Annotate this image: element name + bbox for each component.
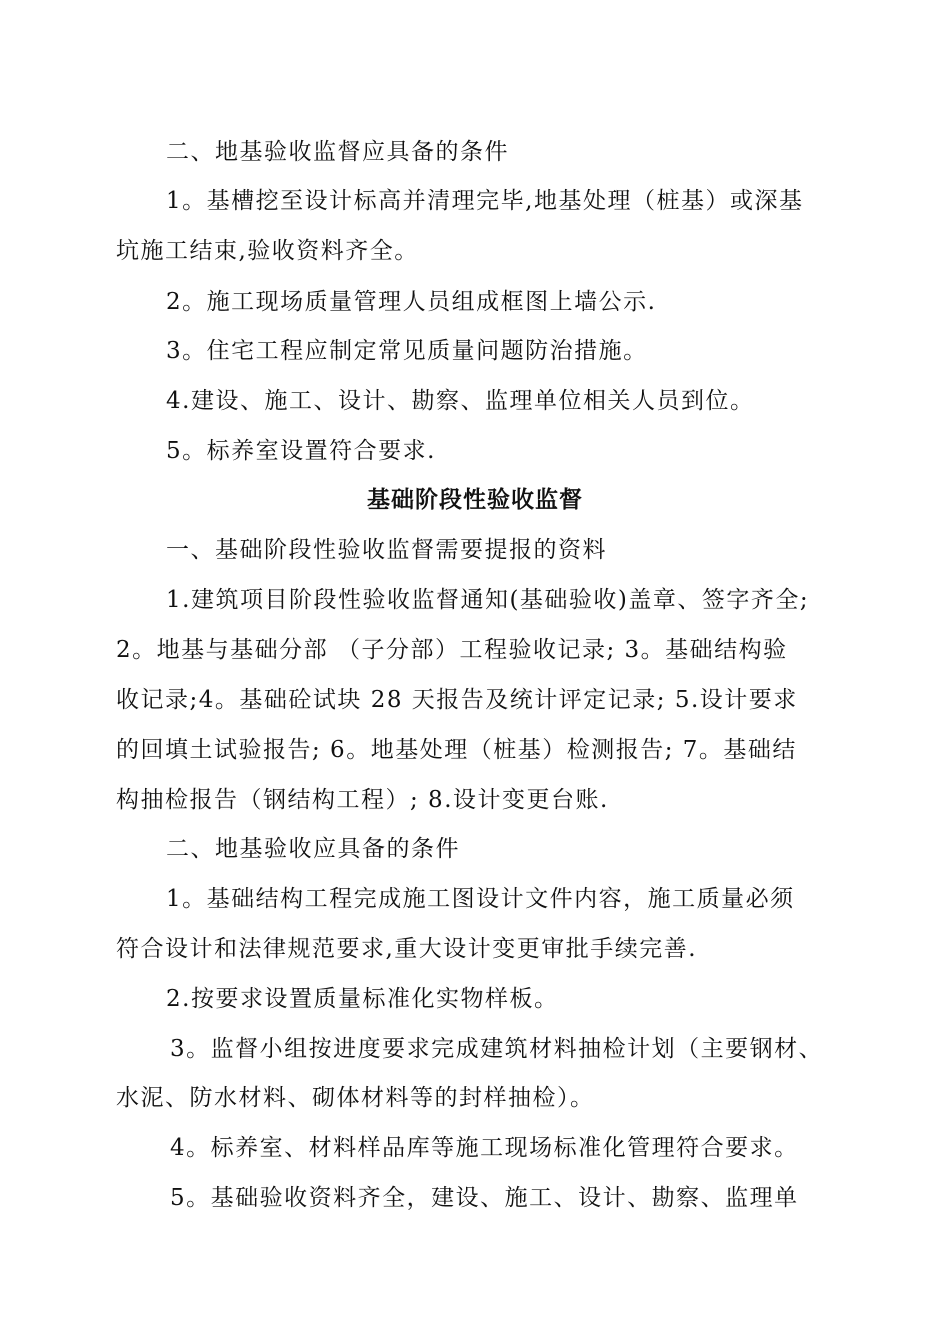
- paragraph-line: 2。施工现场质量管理人员组成框图上墙公示.: [166, 289, 657, 315]
- paragraph-line: 4.建设、施工、设计、勘察、监理单位相关人员到位。: [166, 388, 755, 414]
- paragraph-line: 符合设计和法律规范要求,重大设计变更审批手续完善.: [116, 936, 698, 962]
- paragraph-line: 1。基础结构工程完成施工图设计文件内容，施工质量必须: [166, 886, 795, 912]
- main-heading: 基础阶段性验收监督: [367, 487, 583, 513]
- paragraph-line: 5。基础验收资料齐全，建设、施工、设计、勘察、监理单: [170, 1185, 799, 1211]
- section-title-acceptance-conditions: 二、地基验收应具备的条件: [166, 836, 460, 862]
- paragraph-line: 构抽检报告（钢结构工程）; 8.设计变更台账.: [116, 787, 609, 813]
- paragraph-line: 1.建筑项目阶段性验收监督通知(基础验收)盖章、签字齐全;: [166, 587, 810, 613]
- paragraph-line: 的回填土试验报告; 6。地基处理（桩基）检测报告; 7。基础结: [116, 737, 797, 763]
- paragraph-line: 坑施工结束,验收资料齐全。: [116, 238, 419, 264]
- section-title-foundation-conditions: 二、地基验收监督应具备的条件: [166, 139, 509, 165]
- paragraph-line: 1。基槽挖至设计标高并清理完毕,地基处理（桩基）或深基: [166, 188, 804, 214]
- section-title-required-materials: 一、基础阶段性验收监督需要提报的资料: [166, 537, 607, 563]
- paragraph-line: 2.按要求设置质量标准化实物样板。: [166, 986, 559, 1012]
- paragraph-line: 水泥、防水材料、砌体材料等的封样抽检）。: [116, 1085, 595, 1111]
- paragraph-line: 收记录;4。基础砼试块 28 天报告及统计评定记录; 5.设计要求: [116, 687, 798, 713]
- paragraph-line: 3。住宅工程应制定常见质量问题防治措施。: [166, 338, 648, 364]
- paragraph-line: 3。监督小组按进度要求完成建筑材料抽检计划（主要钢材、: [170, 1036, 824, 1062]
- paragraph-line: 5。标养室设置符合要求.: [166, 438, 436, 464]
- paragraph-line: 2。地基与基础分部 （子分部）工程验收记录; 3。基础结构验: [116, 637, 788, 663]
- paragraph-line: 4。标养室、材料样品库等施工现场标准化管理符合要求。: [170, 1135, 799, 1161]
